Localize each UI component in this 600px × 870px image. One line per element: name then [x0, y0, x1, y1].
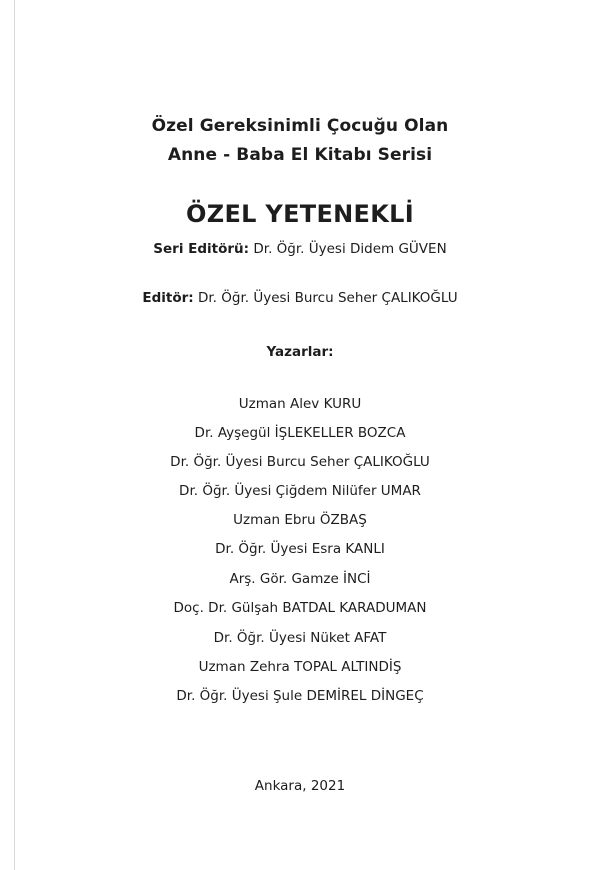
- editor-name: Dr. Öğr. Üyesi Burcu Seher ÇALIKOĞLU: [197, 290, 458, 306]
- author-item: Dr. Öğr. Üyesi Burcu Seher ÇALIKOĞLU: [170, 454, 430, 470]
- book-title: ÖZEL YETENEKLİ: [186, 200, 414, 228]
- author-item: Dr. Öğr. Üyesi Çiğdem Nilüfer UMAR: [179, 483, 421, 499]
- author-item: Doç. Dr. Gülşah BATDAL KARADUMAN: [173, 600, 427, 616]
- series-editor-name: Dr. Öğr. Üyesi Didem GÜVEN: [253, 241, 447, 257]
- author-item: Uzman Alev KURU: [238, 396, 362, 412]
- author-item: Uzman Zehra TOPAL ALTINDİŞ: [198, 659, 402, 675]
- author-item: Dr. Öğr. Üyesi Nüket AFAT: [213, 630, 387, 646]
- publication-place-year: Ankara, 2021: [254, 778, 346, 794]
- author-item: Uzman Ebru ÖZBAŞ: [233, 512, 367, 528]
- series-title-line-1: Özel Gereksinimli Çocuğu Olan: [151, 116, 449, 136]
- series-editor: [0, 241, 600, 257]
- series-title-line-2: Anne - Baba El Kitabı Serisi: [167, 145, 433, 165]
- editor: [0, 290, 600, 306]
- author-item: Dr. Ayşegül İŞLEKELLER BOZCA: [194, 425, 406, 441]
- authors-heading: Yazarlar:: [266, 344, 334, 360]
- author-item: Arş. Gör. Gamze İNCİ: [229, 571, 371, 587]
- author-item: Dr. Öğr. Üyesi Esra KANLI: [215, 541, 385, 557]
- author-item: Dr. Öğr. Üyesi Şule DEMİREL DİNGEÇ: [176, 688, 424, 704]
- editor-label: Editör:: [142, 290, 194, 306]
- series-editor-label: Seri Editörü:: [153, 241, 250, 257]
